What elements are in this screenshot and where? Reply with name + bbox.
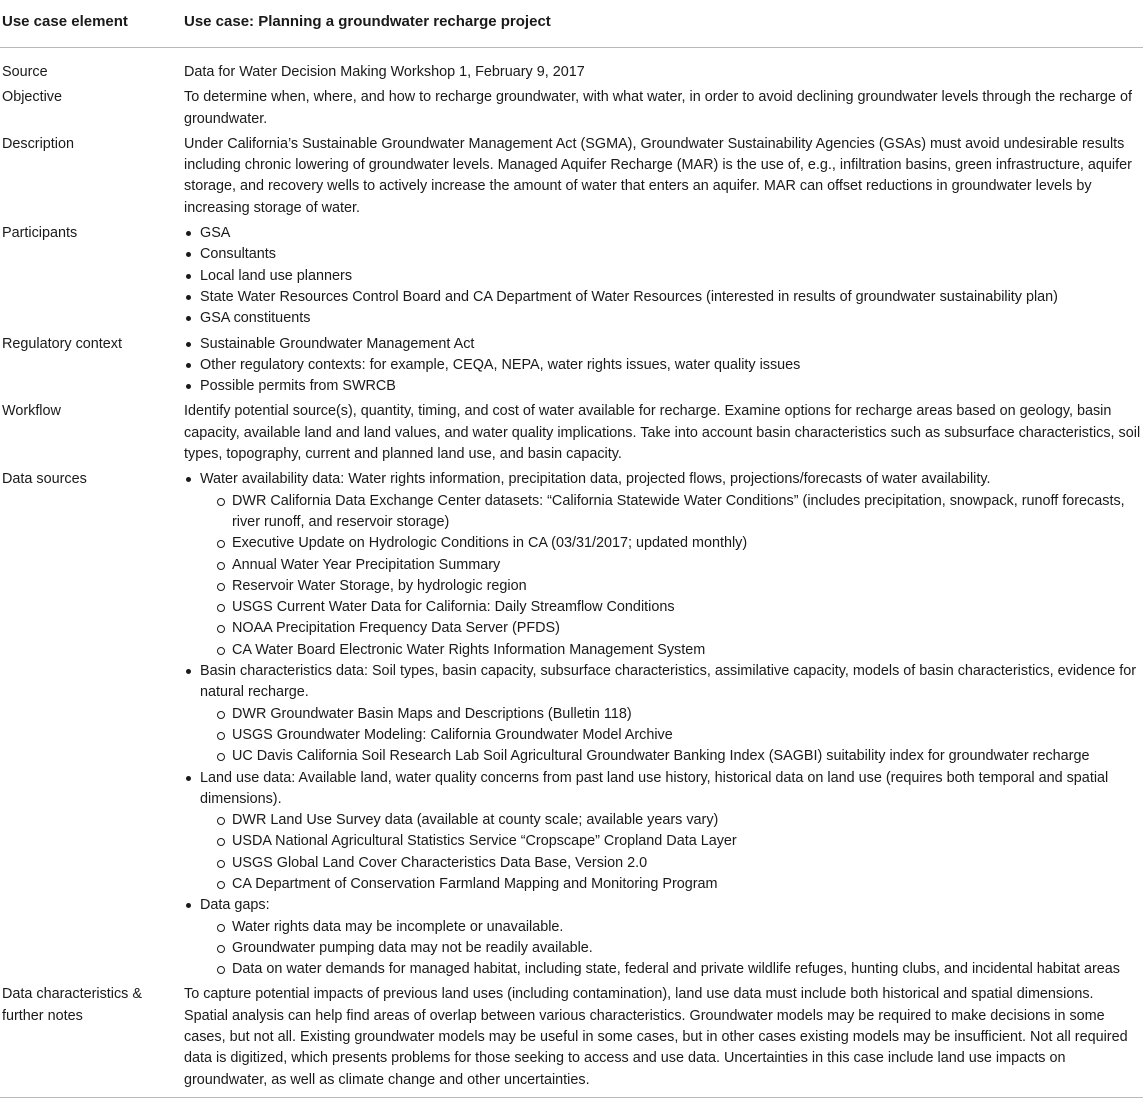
row-source bbox=[0, 48, 1143, 88]
sub-list-item: Data on water demands for managed habitat, including state, federal and private wildlife refuges, hunting clubs, and incidental habitat areas bbox=[200, 959, 1141, 980]
header-use-case-element: Use case element bbox=[0, 0, 184, 48]
list-item: State Water Resources Control Board and CA Department of Water Resources (interested in results of groundwater sustainability plan) bbox=[184, 287, 1141, 308]
list-item: Other regulatory contexts: for example, CEQA, NEPA, water rights issues, water quality issues bbox=[184, 355, 1141, 376]
sub-list-item: USGS Global Land Cover Characteristics Data Base, Version 2.0 bbox=[200, 853, 1141, 874]
row-content: To determine when, where, and how to recharge groundwater, with what water, in order to avoid declining groundwater levels through the recharge of groundwater. bbox=[184, 89, 1132, 127]
row-label: Source bbox=[2, 64, 48, 80]
group-text: Land use data: Available land, water quality concerns from past land use history, historical data on land use (requires both temporal and spatial dimensions). bbox=[200, 769, 1109, 807]
data-sources-list bbox=[184, 469, 1141, 980]
sub-list-item: Annual Water Year Precipitation Summary bbox=[200, 555, 1141, 576]
sub-list-item: Executive Update on Hydrologic Conditions in CA (03/31/2017; updated monthly) bbox=[200, 533, 1141, 554]
regulatory-list bbox=[184, 334, 1141, 398]
participants-list bbox=[184, 223, 1141, 329]
header-use-case-title: Use case: Planning a groundwater recharge project bbox=[184, 0, 1143, 48]
sub-list bbox=[200, 917, 1141, 981]
list-item: GSA bbox=[184, 223, 1141, 244]
row-objective bbox=[0, 87, 1143, 134]
row-regulatory-context bbox=[0, 334, 1143, 402]
row-data-characteristics bbox=[0, 984, 1143, 1097]
row-content bbox=[184, 334, 1143, 402]
group-text: Data gaps: bbox=[200, 897, 270, 914]
sub-list-item: CA Department of Conservation Farmland Mapping and Monitoring Program bbox=[200, 874, 1141, 895]
sub-list-item: USDA National Agricultural Statistics Service “Cropscape” Cropland Data Layer bbox=[200, 831, 1141, 852]
row-label: Objective bbox=[2, 89, 62, 106]
sub-list-item: Water rights data may be incomplete or unavailable. bbox=[200, 917, 1141, 938]
row-label: Participants bbox=[2, 225, 78, 242]
group-text: Water availability data: Water rights information, precipitation data, projected flows, projections/forecasts of water availability. bbox=[200, 471, 991, 488]
row-content: Data for Water Decision Making Workshop 1, February 9, 2017 bbox=[184, 64, 585, 80]
table-body bbox=[0, 48, 1143, 1098]
row-data-sources bbox=[0, 469, 1143, 984]
row-content bbox=[184, 469, 1143, 984]
group-text: Basin characteristics data: Soil types, basin capacity, subsurface characteristics, assimilative capacity, models of basin characteristics, evidence for natural recharge. bbox=[200, 663, 1137, 701]
data-source-group-data-gaps bbox=[184, 895, 1141, 980]
row-participants bbox=[0, 223, 1143, 333]
sub-list-item: Reservoir Water Storage, by hydrologic region bbox=[200, 576, 1141, 597]
header-row bbox=[0, 0, 1143, 48]
sub-list bbox=[200, 491, 1141, 661]
row-label: Data characteristics & further notes bbox=[2, 986, 142, 1024]
row-content: Under California’s Sustainable Groundwater Management Act (SGMA), Groundwater Sustainability Agencies (GSAs) must avoid undesirable results including chronic lowering of groundwater levels. Managed Aquifer Recharge (MAR) is the use of, e.g., infiltration basins, green infrastructure, aquifer storage, and recovery wells to actively increase the amount of water that enters an aquifer. MAR can offset reductions in groundwater levels by increasing storage of water. bbox=[184, 135, 1132, 216]
row-workflow bbox=[0, 401, 1143, 469]
sub-list bbox=[200, 810, 1141, 895]
list-item: Local land use planners bbox=[184, 266, 1141, 287]
row-content bbox=[184, 223, 1143, 333]
sub-list-item: DWR Land Use Survey data (available at county scale; available years vary) bbox=[200, 810, 1141, 831]
sub-list-item: USGS Groundwater Modeling: California Groundwater Model Archive bbox=[200, 725, 1141, 746]
row-label: Workflow bbox=[2, 403, 61, 420]
list-item: Consultants bbox=[184, 244, 1141, 265]
data-source-group-water-availability bbox=[184, 469, 1141, 661]
list-item: Possible permits from SWRCB bbox=[184, 376, 1141, 397]
data-source-group-land-use bbox=[184, 768, 1141, 896]
sub-list-item: Groundwater pumping data may not be readily available. bbox=[200, 938, 1141, 959]
sub-list-item: UC Davis California Soil Research Lab Soil Agricultural Groundwater Banking Index (SAGBI) suitability index for groundwater recharge bbox=[200, 746, 1141, 767]
sub-list bbox=[200, 704, 1141, 768]
list-item: Sustainable Groundwater Management Act bbox=[184, 334, 1141, 355]
table-header bbox=[0, 0, 1143, 48]
sub-list-item: DWR Groundwater Basin Maps and Descriptions (Bulletin 118) bbox=[200, 704, 1141, 725]
sub-list-item: USGS Current Water Data for California: Daily Streamflow Conditions bbox=[200, 597, 1141, 618]
row-description bbox=[0, 134, 1143, 223]
list-item: GSA constituents bbox=[184, 308, 1141, 329]
sub-list-item: NOAA Precipitation Frequency Data Server (PFDS) bbox=[200, 618, 1141, 639]
row-label: Data sources bbox=[2, 471, 87, 488]
sub-list-item: DWR California Data Exchange Center datasets: “California Statewide Water Conditions” (includes precipitation, snowpack, runoff forecasts, river runoff, and reservoir storage) bbox=[200, 491, 1141, 534]
data-source-group-basin-characteristics bbox=[184, 661, 1141, 767]
row-label: Regulatory context bbox=[2, 335, 122, 352]
row-label: Description bbox=[2, 135, 74, 152]
row-content: To capture potential impacts of previous land uses (including contamination), land use data must include both historical and spatial dimensions. Spatial analysis can help find areas of overlap between various characteristics. Groundwater models may be required to make decisions in some cases, but not all. Existing groundwater models may be useful in some cases, but in other cases existing models may be insufficient. Not all required data is digitized, which presents problems for those seeking to access and use data. Uncertainties in this case include land use impacts on groundwater, as well as climate change and other uncertainties. bbox=[184, 986, 1128, 1088]
row-content: Identify potential source(s), quantity, timing, and cost of water available for recharge. Examine options for recharge areas based on geology, basin capacity, available land and land values, and water quality implications. Take into account basin characteristics such as subsurface characteristics, soil types, topography, current and planned land use, and basin capacity. bbox=[184, 403, 1141, 463]
sub-list-item: CA Water Board Electronic Water Rights Information Management System bbox=[200, 640, 1141, 661]
